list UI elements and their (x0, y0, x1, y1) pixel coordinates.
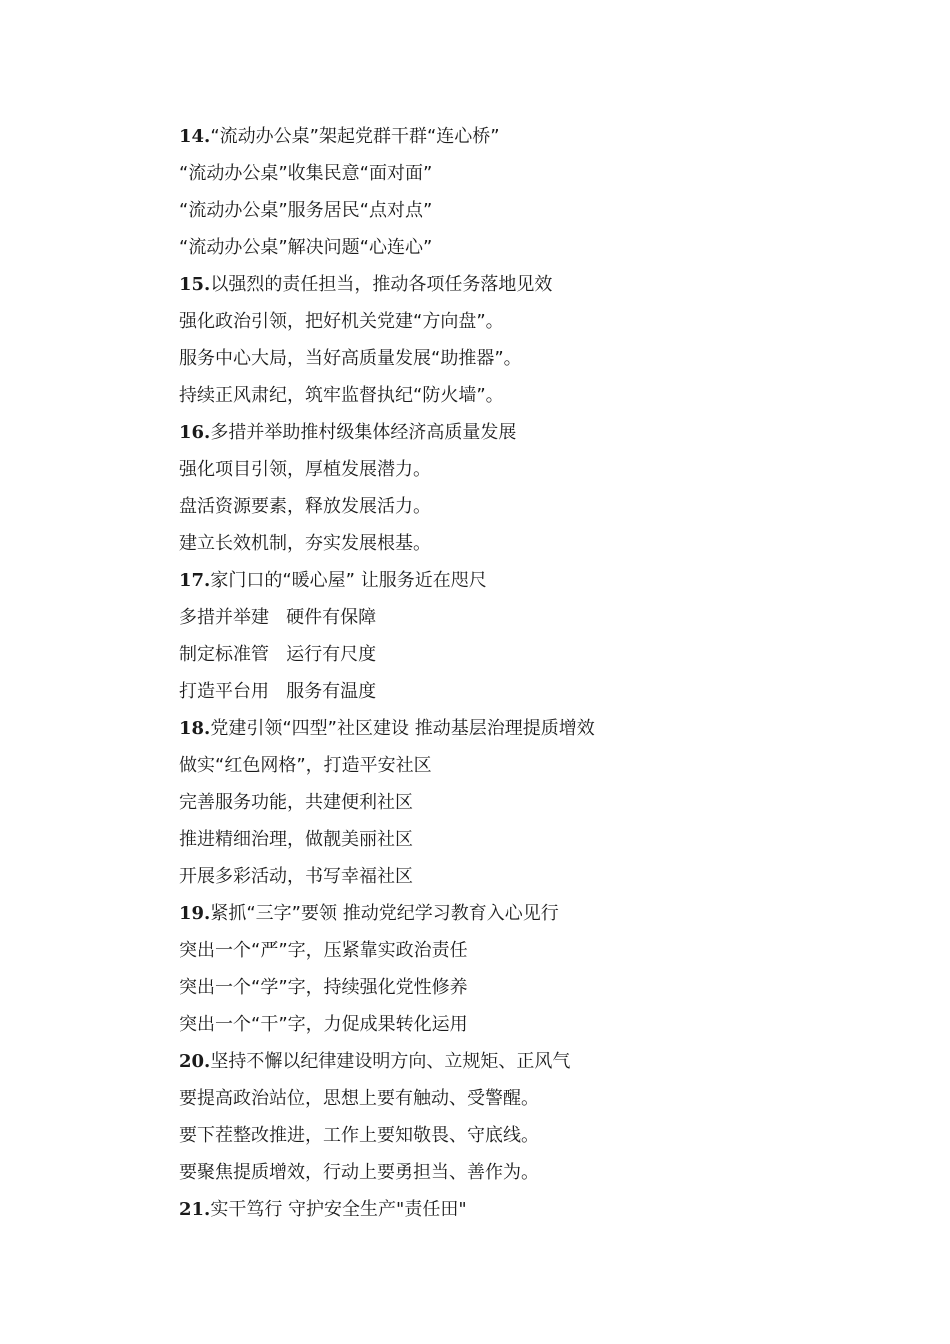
item-number: 14. (179, 126, 211, 147)
body-line: 突出一个“学”字，持续强化党性修养 (179, 977, 468, 998)
heading-text: 坚持不懈以纪律建设明方向、立规矩、正风气 (210, 1051, 571, 1072)
body-line: 盘活资源要素，释放发展活力。 (179, 496, 431, 517)
item-number: 19. (179, 903, 211, 924)
item-number: 15. (179, 274, 211, 295)
body-line: 做实“红色网格”，打造平安社区 (179, 755, 432, 776)
heading-text: “流动办公桌”架起党群干群“连心桥” (210, 126, 500, 147)
heading-text: 以强烈的责任担当，推动各项任务落地见效 (210, 274, 553, 295)
body-line: 服务中心大局，当好高质量发展“助推器”。 (179, 348, 522, 369)
body-line: 建立长效机制，夯实发展根基。 (179, 533, 431, 554)
heading-text: 紧抓“三字”要领 推动党纪学习教育入心见行 (210, 903, 559, 924)
body-line: “流动办公桌”服务居民“点对点” (179, 200, 433, 221)
body-line: 完善服务功能，共建便利社区 (179, 792, 413, 813)
heading-line (179, 562, 879, 599)
heading-line (179, 414, 879, 451)
item-number: 21. (179, 1199, 211, 1220)
item-number: 18. (179, 718, 211, 739)
heading-line (179, 1191, 879, 1228)
heading-text: 多措并举助推村级集体经济高质量发展 (210, 422, 517, 443)
body-line: 要提高政治站位，思想上要有触动、受警醒。 (179, 1088, 539, 1109)
heading-line (179, 710, 879, 747)
body-line: 持续正风肃纪，筑牢监督执纪“防火墙”。 (179, 385, 504, 406)
heading-line (179, 1043, 879, 1080)
body-line: 要聚焦提质增效，行动上要勇担当、善作为。 (179, 1162, 539, 1183)
body-line: 推进精细治理，做靓美丽社区 (179, 829, 413, 850)
body-line: 要下茬整改推进，工作上要知敬畏、守底线。 (179, 1125, 539, 1146)
item-number: 20. (179, 1051, 211, 1072)
heading-text: 家门口的“暖心屋” 让服务近在咫尺 (210, 570, 487, 591)
body-line: 打造平台用 服务有温度 (179, 681, 377, 702)
body-line: “流动办公桌”收集民意“面对面” (179, 163, 433, 184)
item-number: 17. (179, 570, 211, 591)
heading-line (179, 266, 879, 303)
body-line: 开展多彩活动，书写幸福社区 (179, 866, 413, 887)
body-line: 制定标准管 运行有尺度 (179, 644, 377, 665)
body-line: “流动办公桌”解决问题“心连心” (179, 237, 433, 258)
item-number: 16. (179, 422, 211, 443)
heading-text: 党建引领“四型”社区建设 推动基层治理提质增效 (210, 718, 595, 739)
heading-text: 实干笃行 守护安全生产"责任田" (210, 1199, 467, 1220)
heading-line (179, 118, 879, 155)
document-body (179, 118, 879, 1228)
body-line: 强化项目引领，厚植发展潜力。 (179, 459, 431, 480)
body-line: 突出一个“严”字，压紧靠实政治责任 (179, 940, 468, 961)
body-line: 强化政治引领，把好机关党建“方向盘”。 (179, 311, 504, 332)
body-line: 突出一个“干”字，力促成果转化运用 (179, 1014, 468, 1035)
body-line: 多措并举建 硬件有保障 (179, 607, 377, 628)
heading-line (179, 895, 879, 932)
